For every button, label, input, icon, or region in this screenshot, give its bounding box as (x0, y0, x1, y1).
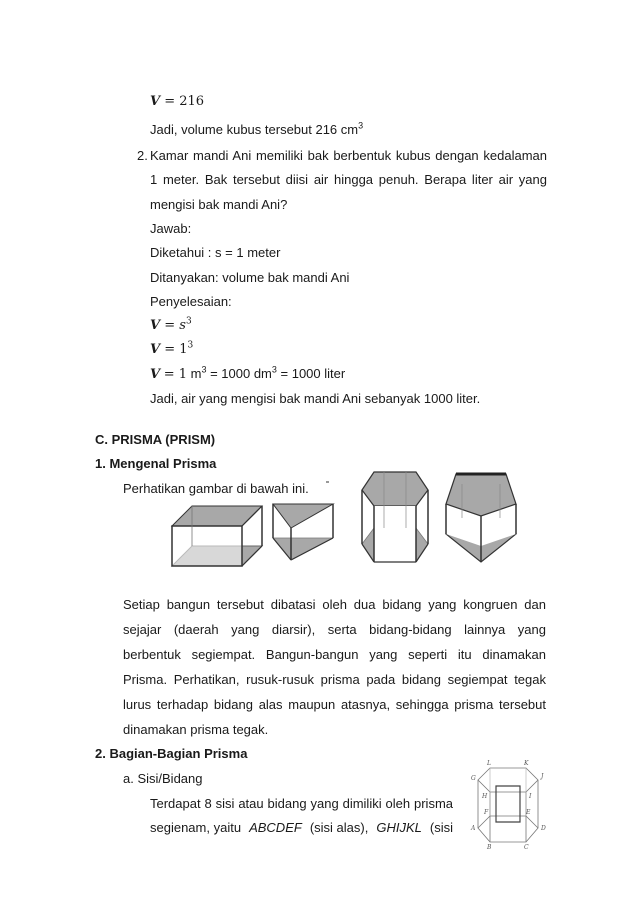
para-line-6: dinamakan prisma tegak. (123, 722, 269, 737)
sisi-atas-name: GHIJKL (376, 820, 422, 835)
exponent: 3 (271, 364, 277, 375)
exponent: 3 (201, 364, 207, 375)
vertex-label-b: B (487, 844, 492, 850)
para-line-4: Prisma. Perhatikan, rusuk-rusuk prisma pada bidang segiempat tegak (123, 672, 546, 687)
perhatikan-text: Perhatikan gambar di bawah ini. (123, 481, 309, 496)
unit-dm: = 1000 dm (206, 366, 272, 381)
sisi-text-a: segienam, yaitu (150, 820, 242, 835)
hexagonal-prism-figure (360, 470, 430, 564)
equation-v-s3 (150, 318, 192, 334)
vertex-label-k: K (524, 760, 529, 767)
var-v: V (150, 318, 161, 333)
para-line-3: berbentuk segiempat. Bangun-bangun yang seperti itu dinamakan (123, 647, 546, 662)
conclusion-text: Jadi, volume kubus tersebut 216 cm (150, 122, 359, 137)
para-line-1: Setiap bangun tersebut dibatasi oleh dua bidang yang kongruen dan (123, 597, 546, 612)
cube-prism-figure (170, 504, 265, 568)
section-heading-prisma: C. PRISMA (PRISM) (95, 432, 216, 447)
vertex-label-h: H (482, 793, 488, 800)
penyelesaian-label: Penyelesaian: (150, 294, 232, 309)
vertex-label-l: L (487, 760, 491, 767)
cube-front-face (172, 526, 242, 566)
para-line-5: lurus terhadap bidang alas maupun atasnya, sehingga prisma tersebut (123, 697, 546, 712)
triangle-top-face (273, 504, 333, 528)
unit-liter: = 1000 liter (276, 366, 346, 381)
conclusion-cube-volume (150, 122, 363, 138)
var-v: V (150, 94, 161, 109)
unit-exponent: 3 (358, 120, 364, 131)
eq-rhs: = 216 (164, 94, 205, 109)
vertex-label-a: A (471, 825, 476, 832)
var-v: V (150, 342, 161, 357)
sisi-text-c: (sisi alas), (309, 820, 369, 835)
var-v: V (150, 367, 161, 382)
vertex-label-c: C (524, 844, 529, 850)
pentagonal-prism-figure (444, 470, 518, 564)
equation-v-1-cubed (150, 342, 193, 358)
vertex-label-j: J (541, 773, 544, 780)
sisi-line-1: Terdapat 8 sisi atau bidang yang dimiliki oleh prisma (150, 796, 453, 811)
hexagon-top-face (362, 472, 428, 506)
equation-v-216 (150, 94, 204, 110)
cube-top-face (172, 506, 262, 526)
equation-liter (150, 366, 345, 383)
sisi-text-e: (sisi (429, 820, 453, 835)
exponent: 3 (187, 340, 194, 351)
vertex-label-i: I (529, 793, 532, 800)
problem-number-2: 2. (137, 148, 148, 163)
ditanyakan-line: Ditanyakan: volume bak mandi Ani (150, 270, 350, 285)
sisi-alas-name: ABCDEF (249, 820, 302, 835)
eq-rhs: = s (164, 318, 186, 333)
subheading-bagian-prisma: 2. Bagian-Bagian Prisma (95, 746, 248, 761)
eq-rhs: = 1 (163, 367, 188, 382)
problem2-line3: mengisi bak mandi Ani? (150, 197, 288, 212)
sisi-line-2 (150, 820, 453, 836)
vertex-label-f: F (484, 809, 489, 816)
diketahui-line: Diketahui : s = 1 meter (150, 245, 281, 260)
vertex-label-g: G (471, 775, 476, 782)
labeled-hexagonal-prism-figure (468, 758, 550, 850)
unit-m: m (187, 366, 202, 381)
jawab-label: Jawab: (150, 221, 192, 236)
sisi-heading: a. Sisi/Bidang (123, 771, 203, 786)
triangular-prism-figure (271, 480, 353, 562)
para-line-2: sejajar (daerah yang diarsir), serta bidang-bidang lainnya yang (123, 622, 546, 637)
exponent: 3 (185, 316, 192, 327)
problem2-line1: Kamar mandi Ani memiliki bak berbentuk kubus dengan kedalaman (150, 148, 547, 163)
subheading-mengenal-prisma: 1. Mengenal Prisma (95, 456, 217, 471)
problem2-line2: 1 meter. Bak tersebut diisi air hingga penuh. Berapa liter air yang (150, 172, 547, 187)
conclusion-liter: Jadi, air yang mengisi bak mandi Ani sebanyak 1000 liter. (150, 391, 481, 406)
eq-rhs: = 1 (164, 342, 188, 357)
vertex-label-d: D (541, 825, 546, 832)
vertex-label-e: E (526, 809, 531, 816)
